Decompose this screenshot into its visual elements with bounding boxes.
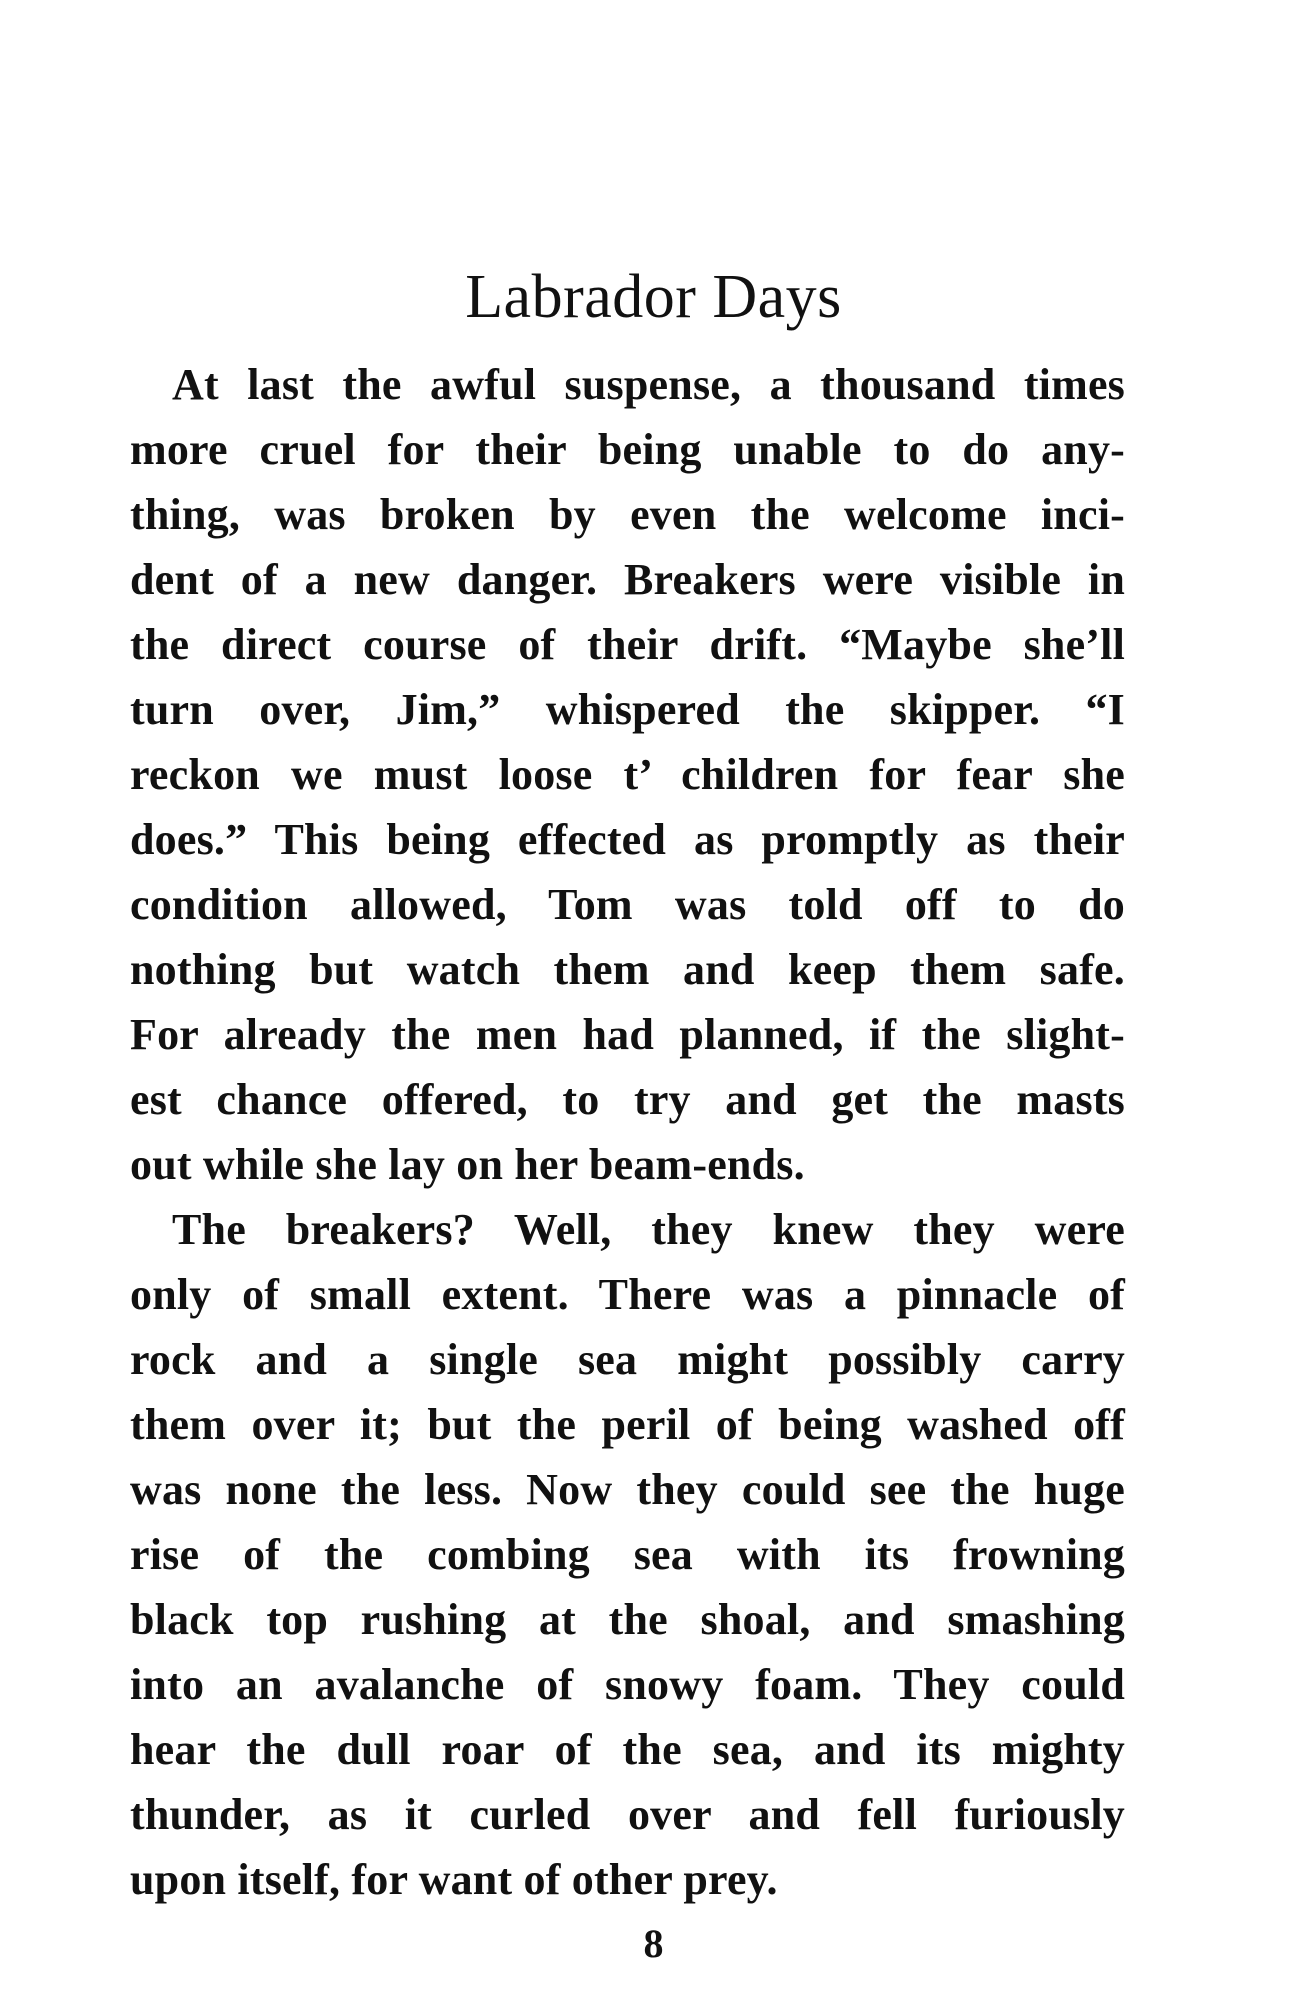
running-head: Labrador Days	[465, 263, 842, 331]
text-line: does.” This being effected as promptly as their	[130, 815, 1125, 864]
paragraph-2	[130, 1197, 1125, 1912]
text-line: black top rushing at the shoal, and smashing	[130, 1595, 1125, 1644]
text-line: reckon we must loose t’ children for fear she	[130, 750, 1125, 799]
text-line: For already the men had planned, if the slight-	[130, 1010, 1125, 1059]
paragraph-1	[130, 352, 1125, 1197]
text-line: upon itself, for want of other prey.	[130, 1855, 778, 1904]
text-line: condition allowed, Tom was told off to do	[130, 880, 1125, 929]
text-line: rise of the combing sea with its frowning	[130, 1530, 1125, 1579]
body-text	[130, 352, 1125, 1912]
text-line: The breakers? Well, they knew they were	[172, 1205, 1125, 1254]
page-number: 8	[643, 1921, 664, 1966]
text-line: was none the less. Now they could see the huge	[130, 1465, 1125, 1514]
text-line: them over it; but the peril of being washed off	[130, 1400, 1125, 1449]
text-line: into an avalanche of snowy foam. They could	[130, 1660, 1125, 1709]
text-line: est chance offered, to try and get the masts	[130, 1075, 1125, 1124]
text-line: At last the awful suspense, a thousand times	[172, 360, 1125, 409]
text-line: turn over, Jim,” whispered the skipper. “I	[130, 685, 1125, 734]
text-line: dent of a new danger. Breakers were visible in	[130, 555, 1125, 604]
text-line: out while she lay on her beam-ends.	[130, 1140, 805, 1189]
text-line: rock and a single sea might possibly carry	[130, 1335, 1125, 1384]
text-line: more cruel for their being unable to do any-	[130, 425, 1125, 474]
text-line: hear the dull roar of the sea, and its mighty	[130, 1725, 1125, 1774]
text-line: only of small extent. There was a pinnacle of	[130, 1270, 1125, 1319]
text-line: thunder, as it curled over and fell furiously	[130, 1790, 1125, 1839]
text-line: thing, was broken by even the welcome inci-	[130, 490, 1125, 539]
text-line: the direct course of their drift. “Maybe she’ll	[130, 620, 1125, 669]
text-line: nothing but watch them and keep them safe.	[130, 945, 1125, 994]
